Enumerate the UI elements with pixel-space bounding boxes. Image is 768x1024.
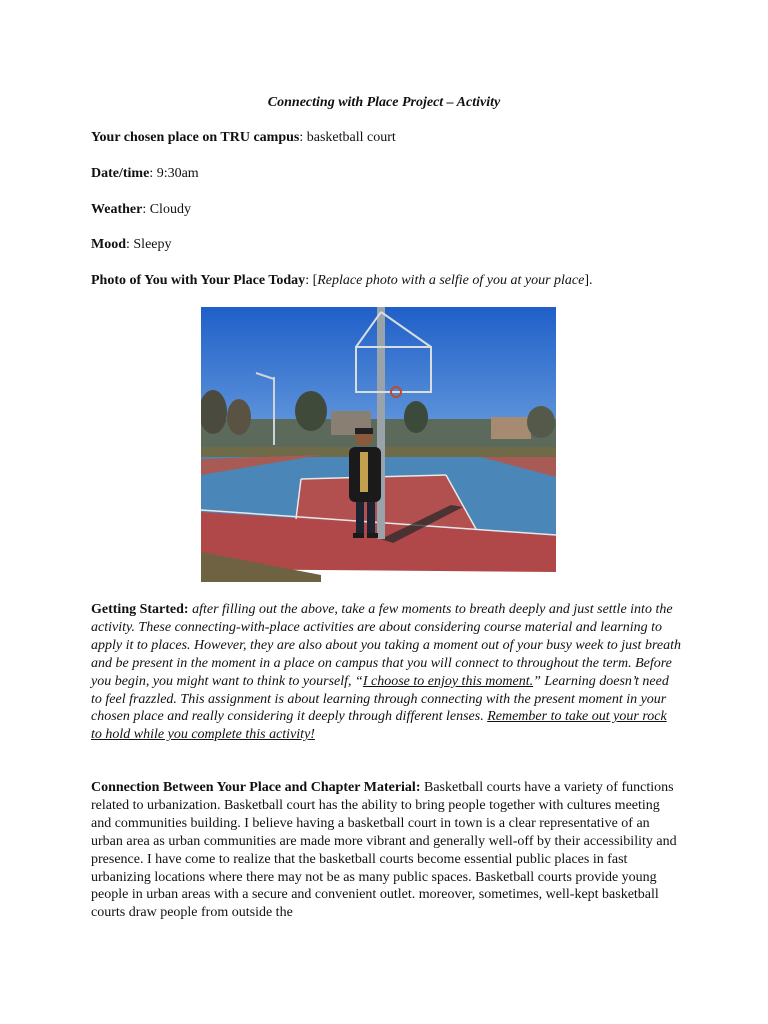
field-value: : 9:30am — [149, 166, 199, 181]
photo-instruction: Replace photo with a selfie of you at your place — [317, 273, 585, 288]
paragraph-text-part: ” Learning doesn’t need to feel frazzled. This assignment is about learning through connecting with the present moment in your chosen place and really considering it deeply through different lenses. — [91, 673, 669, 725]
field-colon: : [ — [305, 273, 318, 288]
paragraph-text-part: after filling out the above, take a few moments to breath deeply and just settle into the activity. These connecting-with-place activities are about considering course material and learning to apply it to places. However, they are also about you taking a moment out of your busy week to just breath and be present in the moment in a place on campus that you will connect to throughout the term. Before you begin, you might want to think to yourself, “ — [91, 602, 681, 689]
field-date-time — [91, 165, 199, 182]
field-photo — [91, 272, 593, 289]
paragraph-text — [91, 602, 681, 742]
field-label: Your chosen place on TRU campus — [91, 130, 300, 145]
getting-started-paragraph — [91, 601, 681, 744]
field-label: Photo of You with Your Place Today — [91, 273, 306, 288]
hoop-pole — [377, 307, 385, 539]
field-value: : Cloudy — [142, 202, 191, 217]
document-title: Connecting with Place Project – Activity — [267, 95, 501, 110]
field-closing: ]. — [584, 273, 593, 288]
field-value: : Sleepy — [126, 237, 172, 252]
field-weather — [91, 201, 191, 218]
field-label: Date/time — [91, 166, 150, 181]
paragraph-text: Basketball courts have a variety of functions related to urbanization. Basketball court has the ability to bring people together with cultures meeting and communities building. I believe having a basketball court in town is a clear representative of an urban area as urban communities are made more vibrant and generally well-off by their accessibility and presence. I have come to realize that the basketball courts become essential public places in fast urbanizing locations where there may not be as many public spaces. Basketball courts provide young people in urban areas with a secure and convenient outlet. moreover, sometimes, well-kept basketball courts draw people from outside the — [91, 780, 677, 921]
paragraph-label: Connection Between Your Place and Chapter Material: — [91, 780, 421, 795]
field-value: : basketball court — [299, 130, 396, 145]
field-chosen-place — [91, 129, 396, 146]
field-label: Weather — [91, 202, 143, 217]
paragraph-label: Getting Started: — [91, 602, 189, 617]
underlined-phrase: I choose to enjoy this moment. — [362, 673, 534, 689]
field-label: Mood — [91, 237, 126, 252]
selfie-photo — [201, 307, 556, 582]
connection-paragraph — [91, 779, 681, 922]
field-mood — [91, 236, 172, 253]
underlined-reminder: Remember to take out your rock to hold while you complete this activity! — [91, 709, 667, 743]
